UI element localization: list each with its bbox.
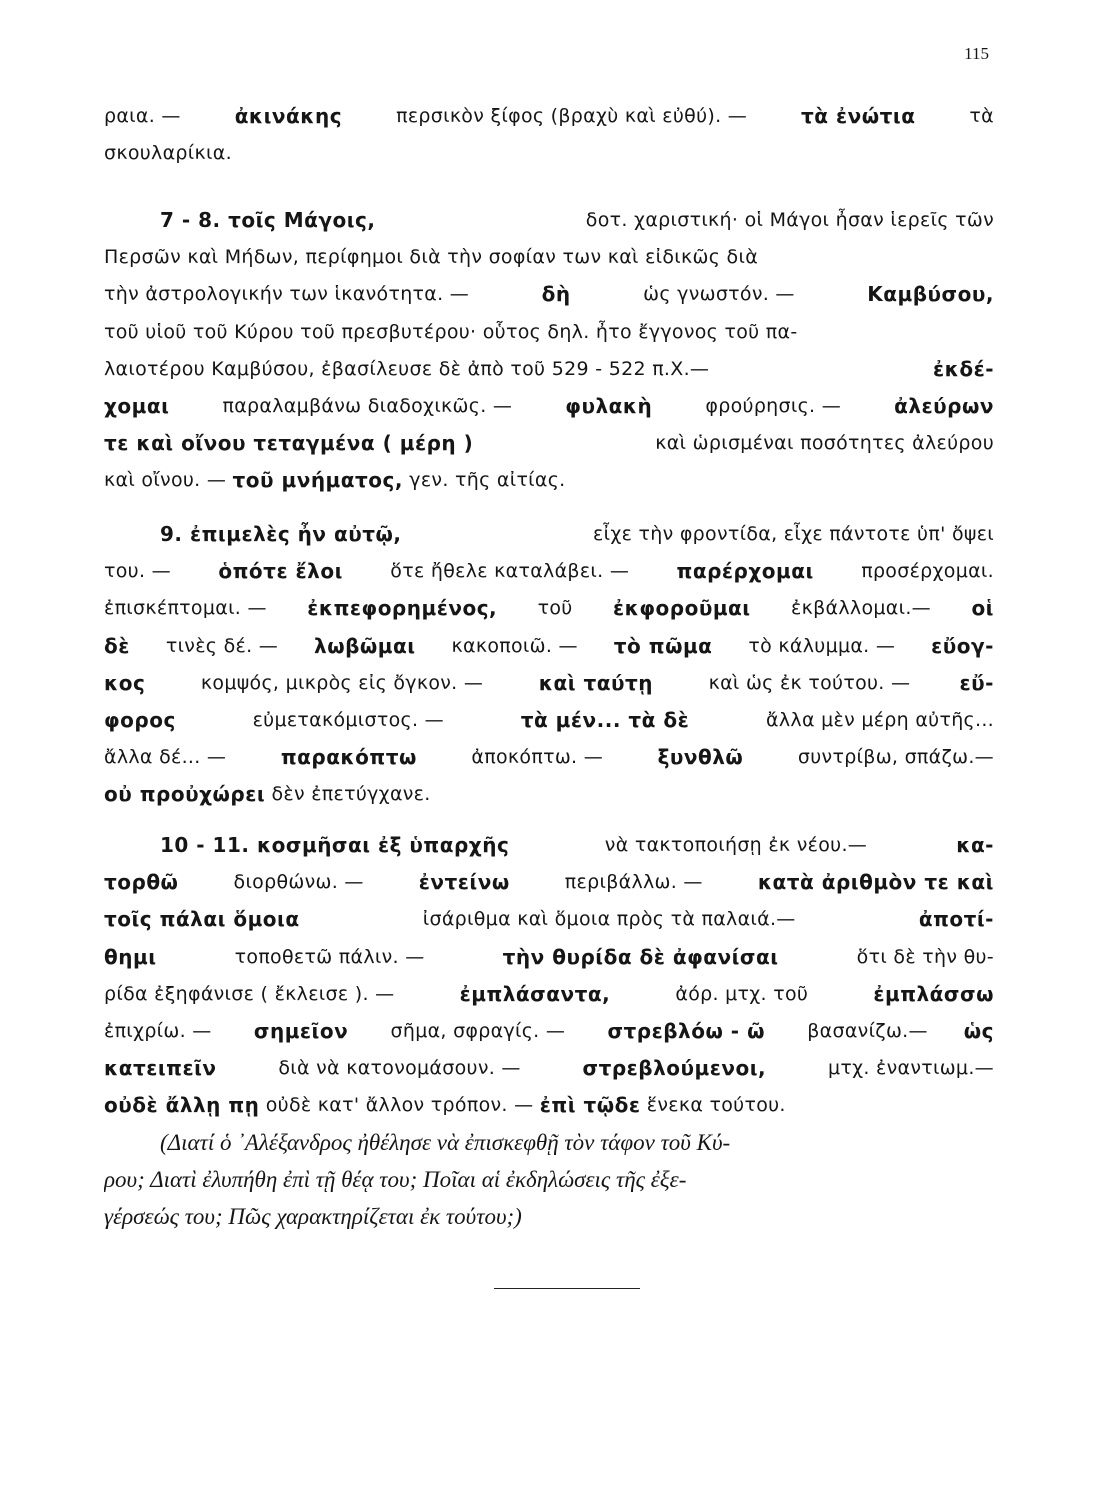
italic-question: ρου; Διατὶ ἐλυπήθη ἐπὶ τῇ θέᾳ του; Ποῖαι αἱ ἐκδηλώσεις τῆς ἐξε- xyxy=(104,1167,687,1193)
text-line xyxy=(104,135,994,172)
text-line xyxy=(104,939,994,976)
bold-term: φυλακὴ xyxy=(565,393,653,418)
bold-term: φορος xyxy=(104,707,176,732)
bold-term: τὰ ἐνώτια xyxy=(801,104,916,128)
gloss-text: καὶ οἴνου. — xyxy=(104,469,233,492)
bold-term: ἐμπλάσαντα, xyxy=(459,981,611,1006)
bold-term: τοῦ μνήματος, xyxy=(232,468,403,493)
bold-term: ξυνθλῶ xyxy=(657,745,744,770)
text-line xyxy=(104,462,994,499)
text-line xyxy=(104,388,994,425)
bold-term: ὁπότε ἔλοι xyxy=(218,559,343,584)
gloss-text: οὐδὲ κατ' ἄλλον τρόπον. — xyxy=(259,1094,540,1117)
gloss-text: κομψός, μικρὸς εἰς ὄγκον. — xyxy=(194,671,490,694)
gloss-text: ἐπιχρίω. — xyxy=(104,1019,218,1042)
text-line xyxy=(104,739,994,776)
text-line xyxy=(104,314,994,351)
gloss-text: φρούρησις. — xyxy=(699,394,848,417)
bold-term: οὐ προὐχώρει xyxy=(104,782,266,807)
gloss-text: καὶ ὡς ἐκ τούτου. — xyxy=(702,671,911,694)
text-line xyxy=(104,1050,994,1087)
gloss-text: ἀποκόπτω. — xyxy=(465,746,610,769)
bold-term: 10 - 11. κοσμῆσαι ἐξ ὑπαρχῆς xyxy=(160,833,510,857)
text-line xyxy=(104,1198,994,1235)
text-line xyxy=(104,1161,994,1198)
gloss-text: τοῦ xyxy=(531,597,579,620)
text-line xyxy=(104,776,994,813)
gloss-text: συντρίβω, σπάζω.— xyxy=(791,746,994,769)
bold-term: ὡς xyxy=(963,1018,994,1043)
bold-term: θημι xyxy=(104,944,157,969)
bold-term: τὰ μέν... τὰ δὲ xyxy=(520,707,690,732)
bold-term: ἐμπλάσσω xyxy=(873,981,994,1006)
page-number: 115 xyxy=(964,44,989,63)
section-separator-rule xyxy=(494,1288,640,1289)
bold-term: ἐκφοροῦμαι xyxy=(613,596,751,621)
gloss-text: Περσῶν καὶ Μήδων, περίφημοι διὰ τὴν σοφίαν των καὶ εἰδικῶς διὰ xyxy=(104,246,759,269)
text-line xyxy=(104,553,994,590)
italic-question: γέρσεώς του; Πῶς χαρακτηρίζεται ἐκ τούτου;) xyxy=(104,1204,522,1230)
gloss-text: ἄλλα μὲν μέρη αὐτῆς... xyxy=(759,708,994,731)
text-line xyxy=(104,425,994,462)
gloss-text: κακοποιῶ. — xyxy=(445,634,585,657)
gloss-text: λαιοτέρου Καμβύσου, ἐβασίλευσε δὲ ἀπὸ τοῦ 529 - 522 π.Χ.— xyxy=(104,357,716,380)
bold-term: εὔογ- xyxy=(931,633,994,658)
gloss-text: περσικὸν ξίφος (βραχὺ καὶ εὐθύ). — xyxy=(389,105,754,127)
text-line xyxy=(104,202,994,239)
bold-term: ἐκπεφορημένος, xyxy=(307,596,498,621)
text-line xyxy=(104,702,994,739)
gloss-text: τὸ κάλυμμα. — xyxy=(742,634,902,657)
gloss-text: ὅτι δὲ τὴν θυ- xyxy=(850,945,994,968)
gloss-text: τινὲς δέ. — xyxy=(159,634,285,657)
gloss-text: ὅτε ἤθελε καταλάβει. — xyxy=(383,560,636,583)
bold-term: κος xyxy=(104,670,146,695)
gloss-text: ἐπισκέπτομαι. — xyxy=(104,597,274,620)
bold-term: σημεῖον xyxy=(253,1018,349,1043)
gloss-text: εὐμετακόμιστος. — xyxy=(246,708,451,731)
bold-term: οἱ xyxy=(971,596,994,621)
bold-term: 9. ἐπιμελὲς ἦν αὐτῷ, xyxy=(160,522,402,546)
bold-term: τε καὶ οἴνου τεταγμένα ( μέρη ) xyxy=(104,431,474,456)
gloss-text: τοῦ υἱοῦ τοῦ Κύρου τοῦ πρεσβυτέρου· οὗτος δηλ. ἦτο ἔγγονος τοῦ πα- xyxy=(104,320,798,343)
paragraph-p3 xyxy=(104,827,994,1125)
gloss-text: μτχ. ἐναντιωμ.— xyxy=(821,1057,994,1080)
gloss-text: εἶχε τὴν φροντίδα, εἶχε πάντοτε ὑπ' ὄψει xyxy=(586,523,994,545)
gloss-text: τοποθετῶ πάλιν. — xyxy=(228,945,431,968)
paragraph-p0 xyxy=(104,98,994,172)
gloss-text: τὰ xyxy=(963,105,994,127)
text-line xyxy=(104,351,994,388)
bold-term: λωβῶμαι xyxy=(314,633,416,658)
gloss-text: δὲν ἐπετύγχανε. xyxy=(265,783,431,806)
text-line xyxy=(104,628,994,665)
text-line xyxy=(104,516,994,553)
gloss-text: καὶ ὡρισμέναι ποσότητες ἀλεύρου xyxy=(648,432,994,455)
text-line xyxy=(104,665,994,702)
bold-term: κατὰ ἀριθμὸν τε καὶ xyxy=(757,870,994,895)
text-line xyxy=(104,864,994,901)
gloss-text: ἄλλα δέ... — xyxy=(104,746,233,769)
paragraph-p2 xyxy=(104,516,994,814)
text-line xyxy=(104,239,994,276)
bold-term: τὸ πῶμα xyxy=(613,633,713,658)
text-line xyxy=(104,276,994,313)
gloss-text: ρίδα ἐξηφάνισε ( ἔκλεισε ). — xyxy=(104,982,401,1005)
bold-term: τορθῶ xyxy=(104,870,179,895)
gloss-text: σῆμα, σφραγίς. — xyxy=(384,1019,572,1042)
bold-term: κατειπεῖν xyxy=(104,1056,217,1081)
bold-term: παρακόπτω xyxy=(280,745,417,770)
bold-term: καὶ ταύτῃ xyxy=(538,670,653,695)
gloss-text: δοτ. χαριστική· οἱ Μάγοι ἦσαν ἱερεῖς τῶν xyxy=(579,209,994,231)
gloss-text: διὰ νὰ κατονομάσουν. — xyxy=(271,1057,528,1080)
gloss-text: διορθώνω. — xyxy=(227,871,371,894)
gloss-text: βασανίζω.— xyxy=(800,1019,928,1042)
gloss-text: ἕνεκα τούτου. xyxy=(640,1094,786,1117)
bold-term: ἀλεύρων xyxy=(894,393,994,418)
paragraph-p4 xyxy=(104,1124,994,1236)
gloss-text: σκουλαρίκια. xyxy=(104,142,232,165)
text-line xyxy=(104,976,994,1013)
gloss-text: τὴν ἀστρολογικήν των ἱκανότητα. — xyxy=(104,283,476,306)
bold-term: ἐκδέ- xyxy=(932,356,994,381)
text-line xyxy=(104,98,994,135)
gloss-text: ὡς γνωστόν. — xyxy=(636,283,802,306)
text-line xyxy=(104,827,994,864)
gloss-text: περιβάλλω. — xyxy=(558,871,710,894)
bold-term: τὴν θυρίδα δὲ ἀφανίσαι xyxy=(502,944,779,969)
bold-term: στρεβλόω - ῶ xyxy=(607,1018,765,1043)
bold-term: εὔ- xyxy=(959,670,994,695)
bold-term: ἀκινάκης xyxy=(234,104,343,128)
text-line xyxy=(104,590,994,627)
gloss-text: ἰσάριθμα καὶ ὅμοια πρὸς τὰ παλαιά.— xyxy=(416,908,802,931)
gloss-text: νὰ τακτοποιήσῃ ἐκ νέου.— xyxy=(598,834,868,856)
gloss-text: γεν. τῆς αἰτίας. xyxy=(402,469,566,492)
text-line xyxy=(104,1087,994,1124)
text-line xyxy=(104,1013,994,1050)
bold-term: ἐπὶ τῷδε xyxy=(539,1093,641,1118)
text-line xyxy=(104,901,994,938)
bold-term: στρεβλούμενοι, xyxy=(582,1056,767,1081)
bold-term: ἀποτί- xyxy=(918,907,994,932)
gloss-text: ἀόρ. μτχ. τοῦ xyxy=(669,982,815,1005)
paragraph-p1 xyxy=(104,202,994,500)
bold-term: κα- xyxy=(956,833,994,857)
bold-term: ἐντείνω xyxy=(418,870,510,895)
gloss-text: του. — xyxy=(104,560,178,583)
gloss-text: προσέρχομαι. xyxy=(854,560,994,583)
gloss-text: ραια. — xyxy=(104,105,188,127)
bold-term: Καμβύσου, xyxy=(867,282,994,307)
gloss-text: παραλαμβάνω διαδοχικῶς. — xyxy=(216,394,519,417)
bold-term: 7 - 8. τοῖς Μάγοις, xyxy=(160,208,376,232)
bold-term: δὲ xyxy=(104,633,130,658)
bold-term: χομαι xyxy=(104,393,170,418)
text-line xyxy=(104,1124,994,1161)
bold-term: παρέρχομαι xyxy=(676,559,814,584)
bold-term: δὴ xyxy=(541,282,571,307)
bold-term: τοῖς πάλαι ὅμοια xyxy=(104,907,300,932)
bold-term: οὐδὲ ἄλλῃ πῃ xyxy=(104,1093,260,1118)
gloss-text: ἐκβάλλομαι.— xyxy=(784,597,938,620)
italic-question: (Διατί ὁ ᾿Αλέξανδρος ἠθέλησε νὰ ἐπισκεφθῇ τὸν τάφον τοῦ Κύ- xyxy=(160,1130,731,1155)
